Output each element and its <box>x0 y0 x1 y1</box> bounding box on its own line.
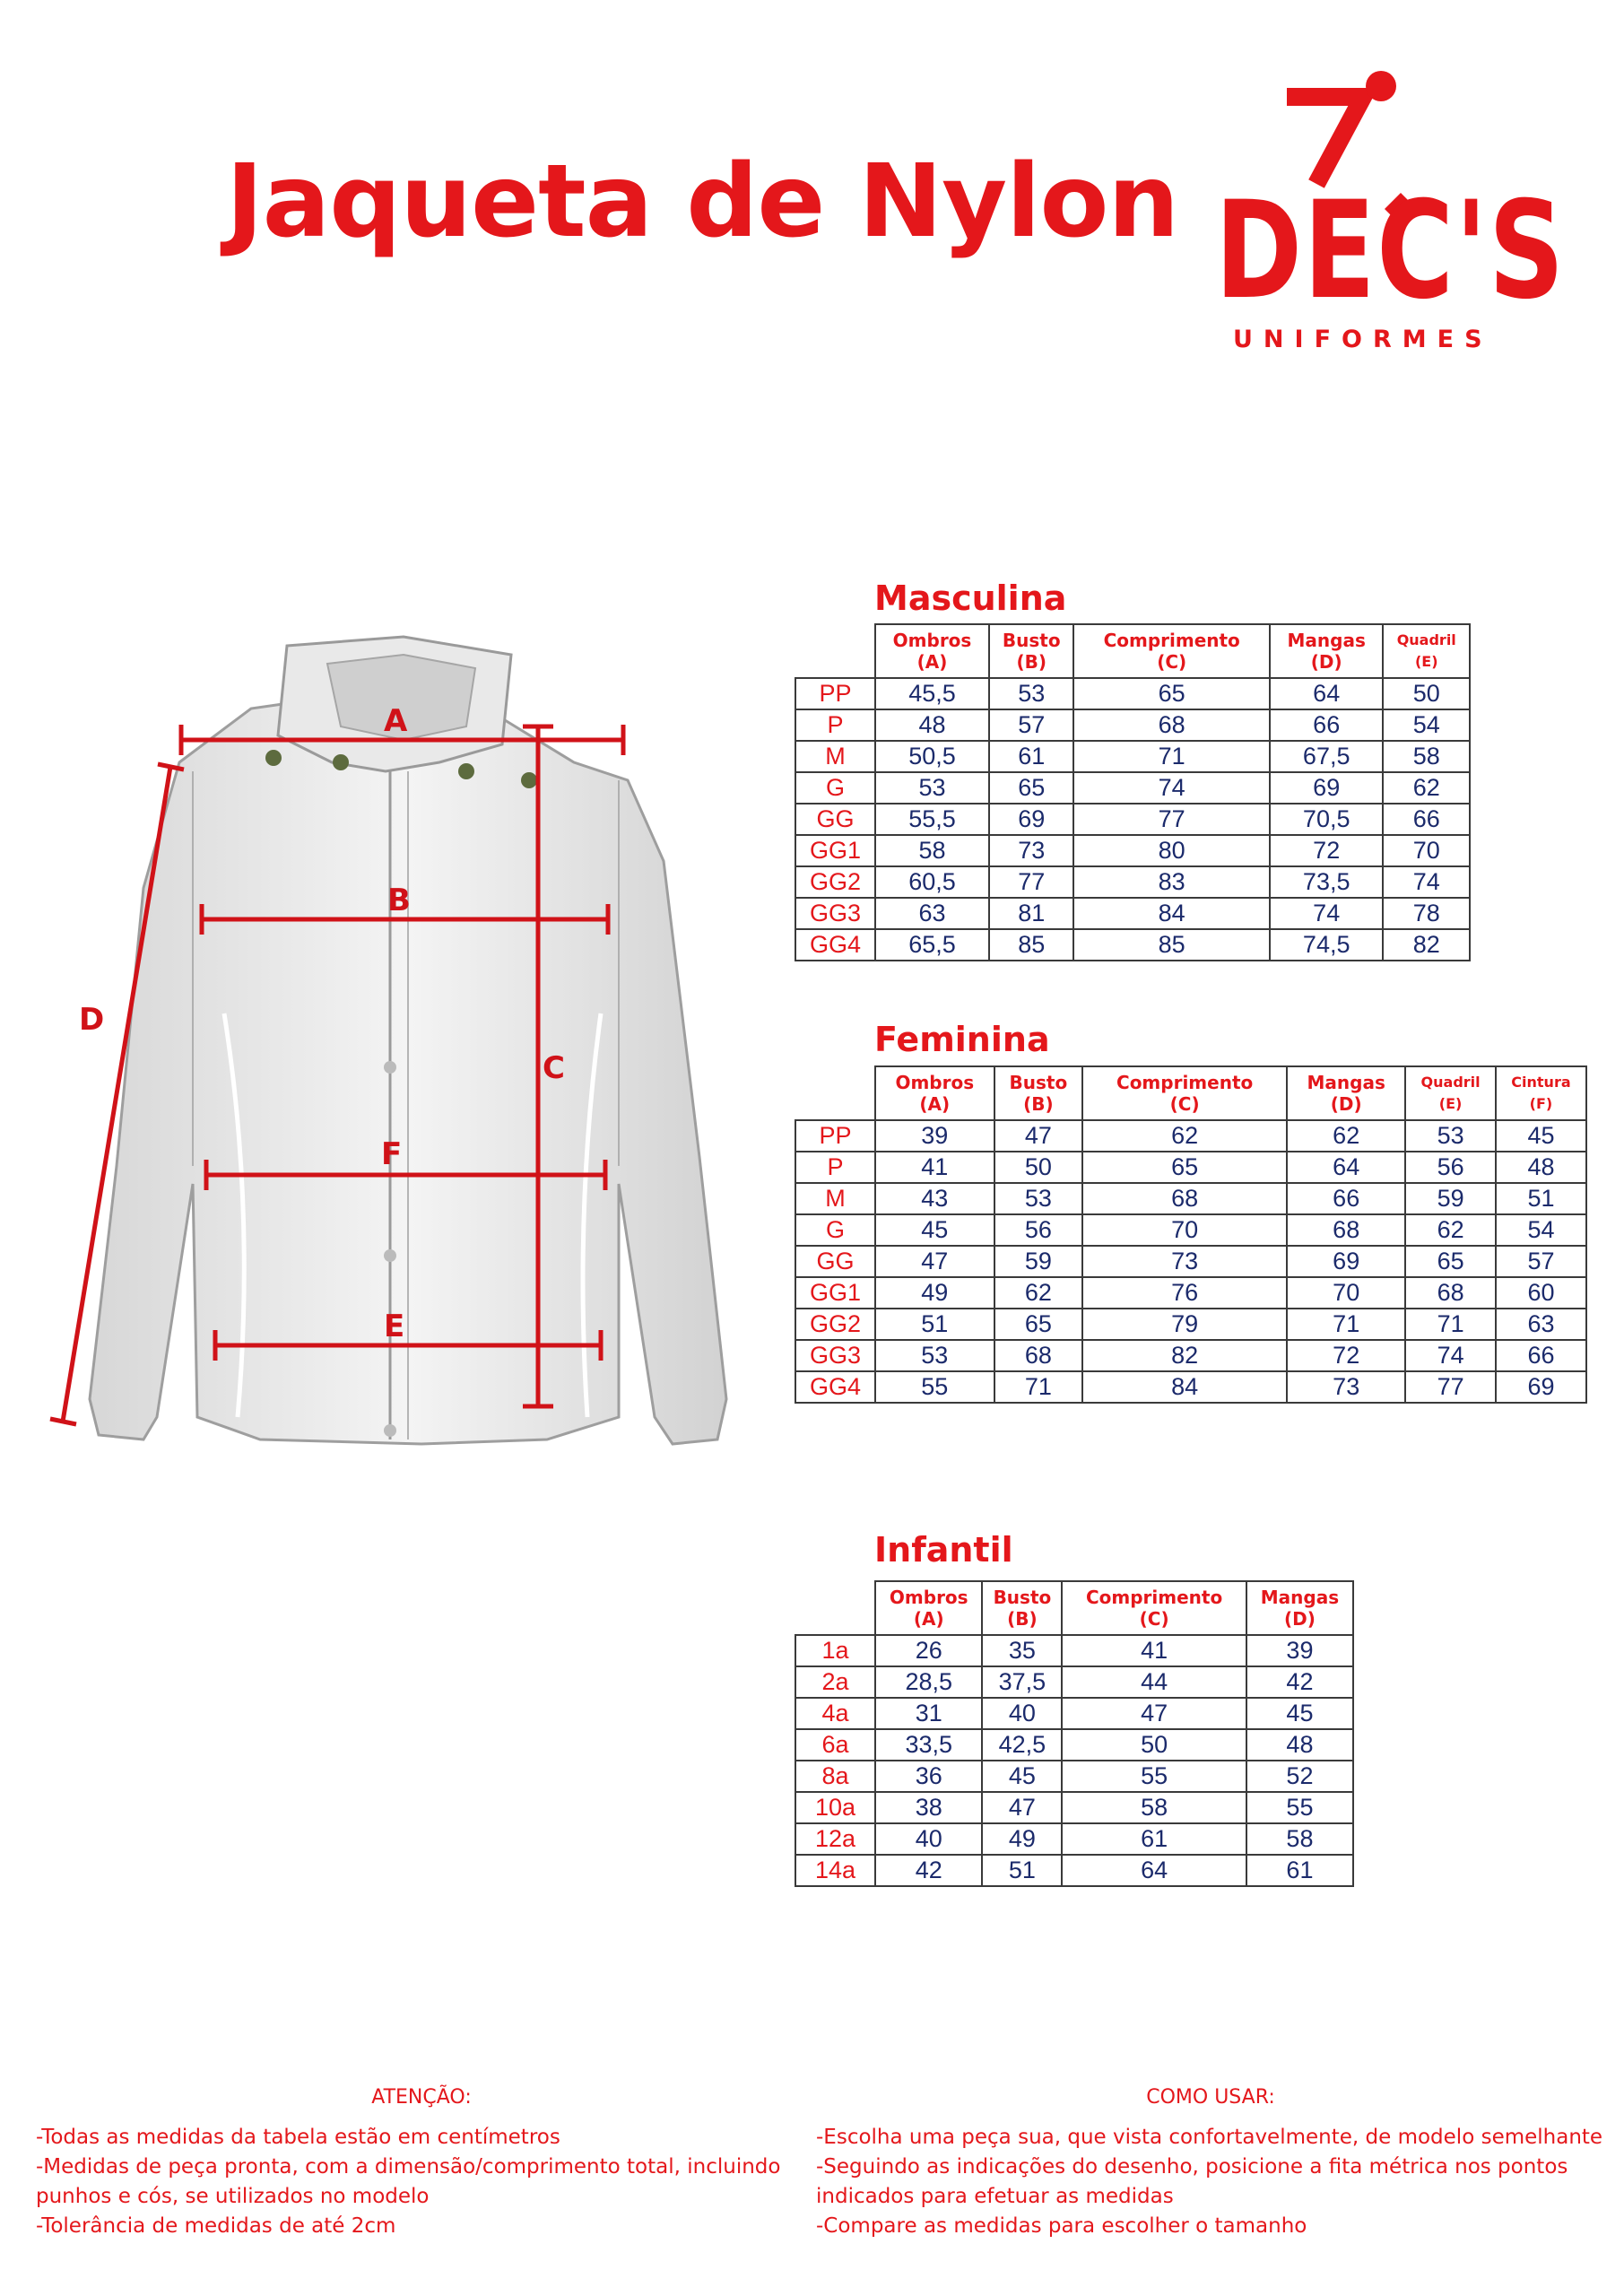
table-row <box>795 1340 1586 1371</box>
table-cell: 70 <box>1082 1214 1287 1246</box>
column-code: (D) <box>1284 1608 1316 1630</box>
size-label: GG <box>795 804 875 835</box>
table-cell: 48 <box>1246 1729 1353 1761</box>
table-cell: 55 <box>1062 1761 1246 1792</box>
table-cell: 68 <box>1405 1277 1496 1309</box>
column-header <box>1383 624 1470 678</box>
table-cell: 65 <box>1082 1152 1287 1183</box>
column-code: (C) <box>1139 1608 1169 1630</box>
size-label: GG3 <box>795 1340 875 1371</box>
table-row <box>795 804 1470 835</box>
brand-logo-text: DEC'S <box>1215 173 1566 329</box>
attention-notes <box>36 2083 807 2241</box>
column-code: (C) <box>1169 1093 1200 1115</box>
page-title: Jaqueta de Nylon <box>226 144 1179 260</box>
table-cell: 48 <box>1496 1152 1586 1183</box>
table-corner <box>795 1581 875 1635</box>
column-name: Mangas <box>1260 1587 1340 1608</box>
column-name: Quadril <box>1396 631 1456 648</box>
size-label: GG2 <box>795 866 875 898</box>
column-code: (A) <box>916 651 948 673</box>
table-cell: 62 <box>1287 1120 1405 1152</box>
table-row <box>795 1855 1353 1886</box>
table-cell: 56 <box>994 1214 1083 1246</box>
size-label: GG2 <box>795 1309 875 1340</box>
table-row <box>795 1309 1586 1340</box>
table-row <box>795 1371 1586 1403</box>
table-cell: 80 <box>1073 835 1269 866</box>
table-cell: 65 <box>989 772 1073 804</box>
table-cell: 63 <box>875 898 989 929</box>
size-label: G <box>795 772 875 804</box>
column-header <box>989 624 1073 678</box>
table-cell: 35 <box>982 1635 1062 1666</box>
table-cell: 65 <box>1073 678 1269 709</box>
table-cell: 57 <box>1496 1246 1586 1277</box>
table-cell: 51 <box>875 1309 994 1340</box>
table-cell: 70 <box>1287 1277 1405 1309</box>
size-label: 1a <box>795 1635 875 1666</box>
table-cell: 74 <box>1270 898 1384 929</box>
table-cell: 44 <box>1062 1666 1246 1698</box>
table-cell: 66 <box>1270 709 1384 741</box>
table-cell: 53 <box>875 772 989 804</box>
column-name: Ombros <box>895 1072 975 1093</box>
column-code: (A) <box>913 1608 944 1630</box>
table-cell: 55,5 <box>875 804 989 835</box>
size-label: 2a <box>795 1666 875 1698</box>
label-c: C <box>543 1050 565 1086</box>
table-cell: 78 <box>1383 898 1470 929</box>
table-cell: 45 <box>1246 1698 1353 1729</box>
table-cell: 85 <box>1073 929 1269 961</box>
table-cell: 66 <box>1383 804 1470 835</box>
table-cell: 74 <box>1405 1340 1496 1371</box>
feminina-title: Feminina <box>874 1020 1050 1059</box>
table-cell: 62 <box>1082 1120 1287 1152</box>
table-row <box>795 1120 1586 1152</box>
table-cell: 76 <box>1082 1277 1287 1309</box>
size-label: 10a <box>795 1792 875 1823</box>
table-row <box>795 866 1470 898</box>
size-label: PP <box>795 1120 875 1152</box>
table-cell: 50,5 <box>875 741 989 772</box>
column-name: Comprimento <box>1085 1587 1223 1608</box>
table-row <box>795 1152 1586 1183</box>
column-code: (D) <box>1330 1093 1362 1115</box>
table-cell: 85 <box>989 929 1073 961</box>
table-cell: 74,5 <box>1270 929 1384 961</box>
column-header <box>1270 624 1384 678</box>
table-cell: 77 <box>1073 804 1269 835</box>
table-cell: 65 <box>1405 1246 1496 1277</box>
table-cell: 64 <box>1270 678 1384 709</box>
table-cell: 77 <box>989 866 1073 898</box>
table-row <box>795 1666 1353 1698</box>
infantil-title: Infantil <box>874 1530 1013 1570</box>
masculina-title: Masculina <box>874 578 1067 618</box>
column-name: Quadril <box>1420 1074 1481 1091</box>
how-to-use-line: indicados para efetuar as medidas <box>816 2185 1174 2208</box>
column-header <box>875 1581 982 1635</box>
column-name: Ombros <box>889 1587 968 1608</box>
table-cell: 58 <box>1383 741 1470 772</box>
table-cell: 84 <box>1073 898 1269 929</box>
column-header <box>994 1066 1083 1120</box>
table-row <box>795 709 1470 741</box>
table-cell: 37,5 <box>982 1666 1062 1698</box>
table-cell: 61 <box>1062 1823 1246 1855</box>
column-name: Busto <box>1009 1072 1068 1093</box>
table-cell: 72 <box>1270 835 1384 866</box>
size-label: M <box>795 1183 875 1214</box>
table-cell: 54 <box>1496 1214 1586 1246</box>
table-cell: 40 <box>982 1698 1062 1729</box>
table-row <box>795 1183 1586 1214</box>
table-cell: 71 <box>1405 1309 1496 1340</box>
column-code: (B) <box>1007 1608 1038 1630</box>
table-cell: 70 <box>1383 835 1470 866</box>
table-row <box>795 1277 1586 1309</box>
jacket-illustration <box>45 628 780 1480</box>
table-cell: 40 <box>875 1823 982 1855</box>
table-cell: 58 <box>1246 1823 1353 1855</box>
table-cell: 28,5 <box>875 1666 982 1698</box>
table-row <box>795 835 1470 866</box>
column-header <box>875 1066 994 1120</box>
feminina-size-table <box>795 1065 1587 1404</box>
table-cell: 65,5 <box>875 929 989 961</box>
size-label: GG1 <box>795 1277 875 1309</box>
table-cell: 45,5 <box>875 678 989 709</box>
column-code: (B) <box>1023 1093 1054 1115</box>
table-cell: 71 <box>994 1371 1083 1403</box>
table-row <box>795 772 1470 804</box>
table-cell: 42,5 <box>982 1729 1062 1761</box>
column-code: (E) <box>1438 1095 1463 1112</box>
column-header <box>1062 1581 1246 1635</box>
table-cell: 77 <box>1405 1371 1496 1403</box>
label-e: E <box>384 1309 405 1344</box>
table-cell: 47 <box>994 1120 1083 1152</box>
size-label: GG4 <box>795 929 875 961</box>
size-label: P <box>795 1152 875 1183</box>
table-cell: 71 <box>1287 1309 1405 1340</box>
table-cell: 70,5 <box>1270 804 1384 835</box>
table-cell: 33,5 <box>875 1729 982 1761</box>
table-cell: 61 <box>1246 1855 1353 1886</box>
table-cell: 45 <box>875 1214 994 1246</box>
column-name: Mangas <box>1307 1072 1385 1093</box>
table-cell: 83 <box>1073 866 1269 898</box>
table-cell: 41 <box>1062 1635 1246 1666</box>
size-label: M <box>795 741 875 772</box>
column-code: (C) <box>1157 651 1187 673</box>
column-name: Mangas <box>1287 630 1366 651</box>
table-row <box>795 1214 1586 1246</box>
how-to-use-heading: COMO USAR: <box>1146 2086 1275 2109</box>
table-cell: 60,5 <box>875 866 989 898</box>
column-header <box>875 624 989 678</box>
table-row <box>795 1635 1353 1666</box>
table-cell: 67,5 <box>1270 741 1384 772</box>
table-header-row <box>795 1066 1586 1120</box>
table-cell: 84 <box>1082 1371 1287 1403</box>
table-cell: 50 <box>994 1152 1083 1183</box>
table-cell: 47 <box>1062 1698 1246 1729</box>
table-cell: 69 <box>1270 772 1384 804</box>
column-header <box>1246 1581 1353 1635</box>
table-cell: 79 <box>1082 1309 1287 1340</box>
table-cell: 52 <box>1246 1761 1353 1792</box>
table-cell: 82 <box>1383 929 1470 961</box>
table-cell: 59 <box>1405 1183 1496 1214</box>
table-cell: 42 <box>875 1855 982 1886</box>
table-cell: 49 <box>875 1277 994 1309</box>
column-header <box>1496 1066 1586 1120</box>
table-header-row <box>795 624 1470 678</box>
column-code: (E) <box>1414 653 1438 670</box>
table-cell: 69 <box>989 804 1073 835</box>
how-to-use-line: -Compare as medidas para escolher o tamanho <box>816 2214 1307 2238</box>
attention-line: -Medidas de peça pronta, com a dimensão/comprimento total, incluindo <box>36 2155 781 2179</box>
table-row <box>795 1246 1586 1277</box>
table-cell: 81 <box>989 898 1073 929</box>
label-f: F <box>381 1136 403 1172</box>
table-cell: 74 <box>1073 772 1269 804</box>
table-cell: 58 <box>875 835 989 866</box>
table-cell: 43 <box>875 1183 994 1214</box>
table-cell: 72 <box>1287 1340 1405 1371</box>
table-cell: 53 <box>875 1340 994 1371</box>
column-name: Cintura <box>1511 1074 1571 1091</box>
table-cell: 47 <box>982 1792 1062 1823</box>
brand-logo-subtext: UNIFORMES <box>1233 326 1493 353</box>
table-row <box>795 898 1470 929</box>
size-label: G <box>795 1214 875 1246</box>
table-row <box>795 1761 1353 1792</box>
table-cell: 58 <box>1062 1792 1246 1823</box>
attention-heading: ATENÇÃO: <box>371 2086 472 2109</box>
table-row <box>795 678 1470 709</box>
table-corner <box>795 1066 875 1120</box>
table-cell: 55 <box>875 1371 994 1403</box>
table-cell: 39 <box>1246 1635 1353 1666</box>
table-cell: 57 <box>989 709 1073 741</box>
table-cell: 64 <box>1287 1152 1405 1183</box>
table-cell: 71 <box>1073 741 1269 772</box>
how-to-use-notes <box>816 2083 1605 2241</box>
infantil-size-table <box>795 1580 1354 1887</box>
size-label: P <box>795 709 875 741</box>
label-b: B <box>387 883 411 918</box>
column-header <box>982 1581 1062 1635</box>
size-label: GG <box>795 1246 875 1277</box>
table-cell: 68 <box>1287 1214 1405 1246</box>
table-cell: 53 <box>994 1183 1083 1214</box>
column-name: Ombros <box>892 630 972 651</box>
table-cell: 68 <box>1073 709 1269 741</box>
table-cell: 26 <box>875 1635 982 1666</box>
table-cell: 50 <box>1062 1729 1246 1761</box>
table-cell: 66 <box>1496 1340 1586 1371</box>
column-name: Comprimento <box>1103 630 1240 651</box>
table-row <box>795 1729 1353 1761</box>
table-cell: 59 <box>994 1246 1083 1277</box>
table-cell: 53 <box>1405 1120 1496 1152</box>
table-cell: 73 <box>989 835 1073 866</box>
column-header <box>1082 1066 1287 1120</box>
table-cell: 65 <box>994 1309 1083 1340</box>
table-cell: 31 <box>875 1698 982 1729</box>
table-cell: 69 <box>1287 1246 1405 1277</box>
attention-line: punhos e cós, se utilizados no modelo <box>36 2185 430 2208</box>
how-to-use-line: -Seguindo as indicações do desenho, posicione a fita métrica nos pontos <box>816 2155 1568 2179</box>
table-cell: 61 <box>989 741 1073 772</box>
table-cell: 55 <box>1246 1792 1353 1823</box>
column-name: Comprimento <box>1116 1072 1254 1093</box>
size-label: PP <box>795 678 875 709</box>
column-header <box>1287 1066 1405 1120</box>
attention-line: -Todas as medidas da tabela estão em centímetros <box>36 2126 560 2149</box>
table-cell: 62 <box>1405 1214 1496 1246</box>
size-label: 6a <box>795 1729 875 1761</box>
table-cell: 51 <box>1496 1183 1586 1214</box>
table-row <box>795 741 1470 772</box>
table-cell: 62 <box>1383 772 1470 804</box>
column-code: (B) <box>1016 651 1046 673</box>
size-label: 4a <box>795 1698 875 1729</box>
table-cell: 41 <box>875 1152 994 1183</box>
table-cell: 74 <box>1383 866 1470 898</box>
size-label: 14a <box>795 1855 875 1886</box>
table-cell: 73 <box>1082 1246 1287 1277</box>
how-to-use-line: -Escolha uma peça sua, que vista confortavelmente, de modelo semelhante <box>816 2126 1603 2149</box>
size-label: GG3 <box>795 898 875 929</box>
table-cell: 73,5 <box>1270 866 1384 898</box>
table-cell: 49 <box>982 1823 1062 1855</box>
attention-line: -Tolerância de medidas de até 2cm <box>36 2214 396 2238</box>
table-cell: 62 <box>994 1277 1083 1309</box>
table-row <box>795 1698 1353 1729</box>
table-cell: 36 <box>875 1761 982 1792</box>
size-label: GG1 <box>795 835 875 866</box>
table-cell: 47 <box>875 1246 994 1277</box>
table-cell: 69 <box>1496 1371 1586 1403</box>
size-label: 12a <box>795 1823 875 1855</box>
table-cell: 39 <box>875 1120 994 1152</box>
column-header <box>1073 624 1269 678</box>
table-cell: 51 <box>982 1855 1062 1886</box>
table-cell: 45 <box>1496 1120 1586 1152</box>
table-cell: 64 <box>1062 1855 1246 1886</box>
column-header <box>1405 1066 1496 1120</box>
label-a: A <box>384 703 408 739</box>
table-cell: 60 <box>1496 1277 1586 1309</box>
table-cell: 38 <box>875 1792 982 1823</box>
table-cell: 68 <box>994 1340 1083 1371</box>
table-cell: 50 <box>1383 678 1470 709</box>
column-code: (F) <box>1529 1095 1553 1112</box>
table-cell: 45 <box>982 1761 1062 1792</box>
table-header-row <box>795 1581 1353 1635</box>
column-code: (A) <box>919 1093 951 1115</box>
table-row <box>795 1792 1353 1823</box>
column-code: (D) <box>1310 651 1342 673</box>
table-cell: 54 <box>1383 709 1470 741</box>
column-name: Busto <box>993 1587 1052 1608</box>
table-cell: 42 <box>1246 1666 1353 1698</box>
size-label: GG4 <box>795 1371 875 1403</box>
table-cell: 48 <box>875 709 989 741</box>
masculina-size-table <box>795 623 1471 961</box>
table-row <box>795 929 1470 961</box>
table-cell: 66 <box>1287 1183 1405 1214</box>
table-corner <box>795 624 875 678</box>
label-d: D <box>79 1002 105 1038</box>
table-row <box>795 1823 1353 1855</box>
table-cell: 63 <box>1496 1309 1586 1340</box>
table-cell: 53 <box>989 678 1073 709</box>
size-label: 8a <box>795 1761 875 1792</box>
column-name: Busto <box>1002 630 1061 651</box>
table-cell: 56 <box>1405 1152 1496 1183</box>
table-cell: 73 <box>1287 1371 1405 1403</box>
table-cell: 68 <box>1082 1183 1287 1214</box>
table-cell: 82 <box>1082 1340 1287 1371</box>
